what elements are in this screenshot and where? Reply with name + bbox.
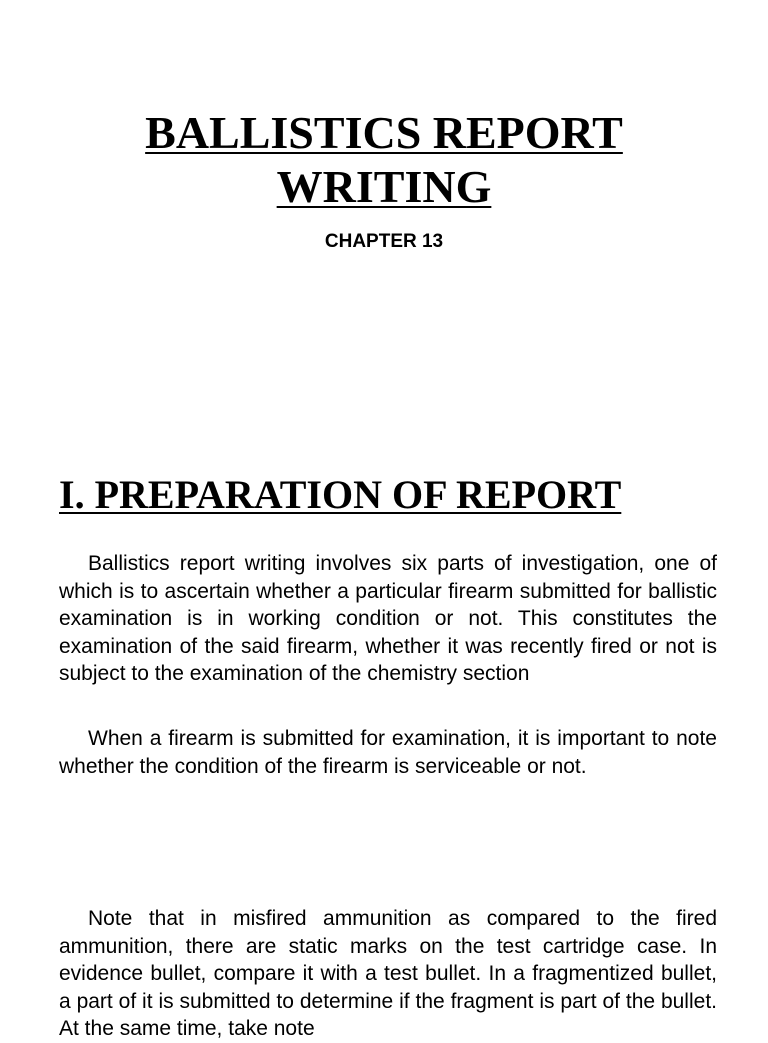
chapter-label: CHAPTER 13 [324,231,444,252]
paragraph-3: Note that in misfired ammunition as compared to the fired ammunition, there are static marks on the test cartridge case. In evidence bullet, compare it with a test bullet. In a fragmentized bullet, a part of it is submitted to determine if the fragment is part of the bullet. At the same time, take note [59,907,717,1041]
title-line-2: WRITING [276,161,492,212]
section-heading: I. PREPARATION OF REPORT [59,472,622,517]
paragraph-1: Ballistics report writing involves six parts of investigation, one of which is to ascertain whether a particular firearm submitted for ballistic examination is in working condition or not. This constitutes the examination of the said firearm, whether it was recently fired or not is subject to the examination of the chemistry section [59,552,717,686]
document-title [0,106,768,214]
title-line-1: BALLISTICS REPORT [145,107,623,158]
paragraph-2: When a firearm is submitted for examination, it is important to note whether the condition of the firearm is serviceable or not. [59,727,717,778]
